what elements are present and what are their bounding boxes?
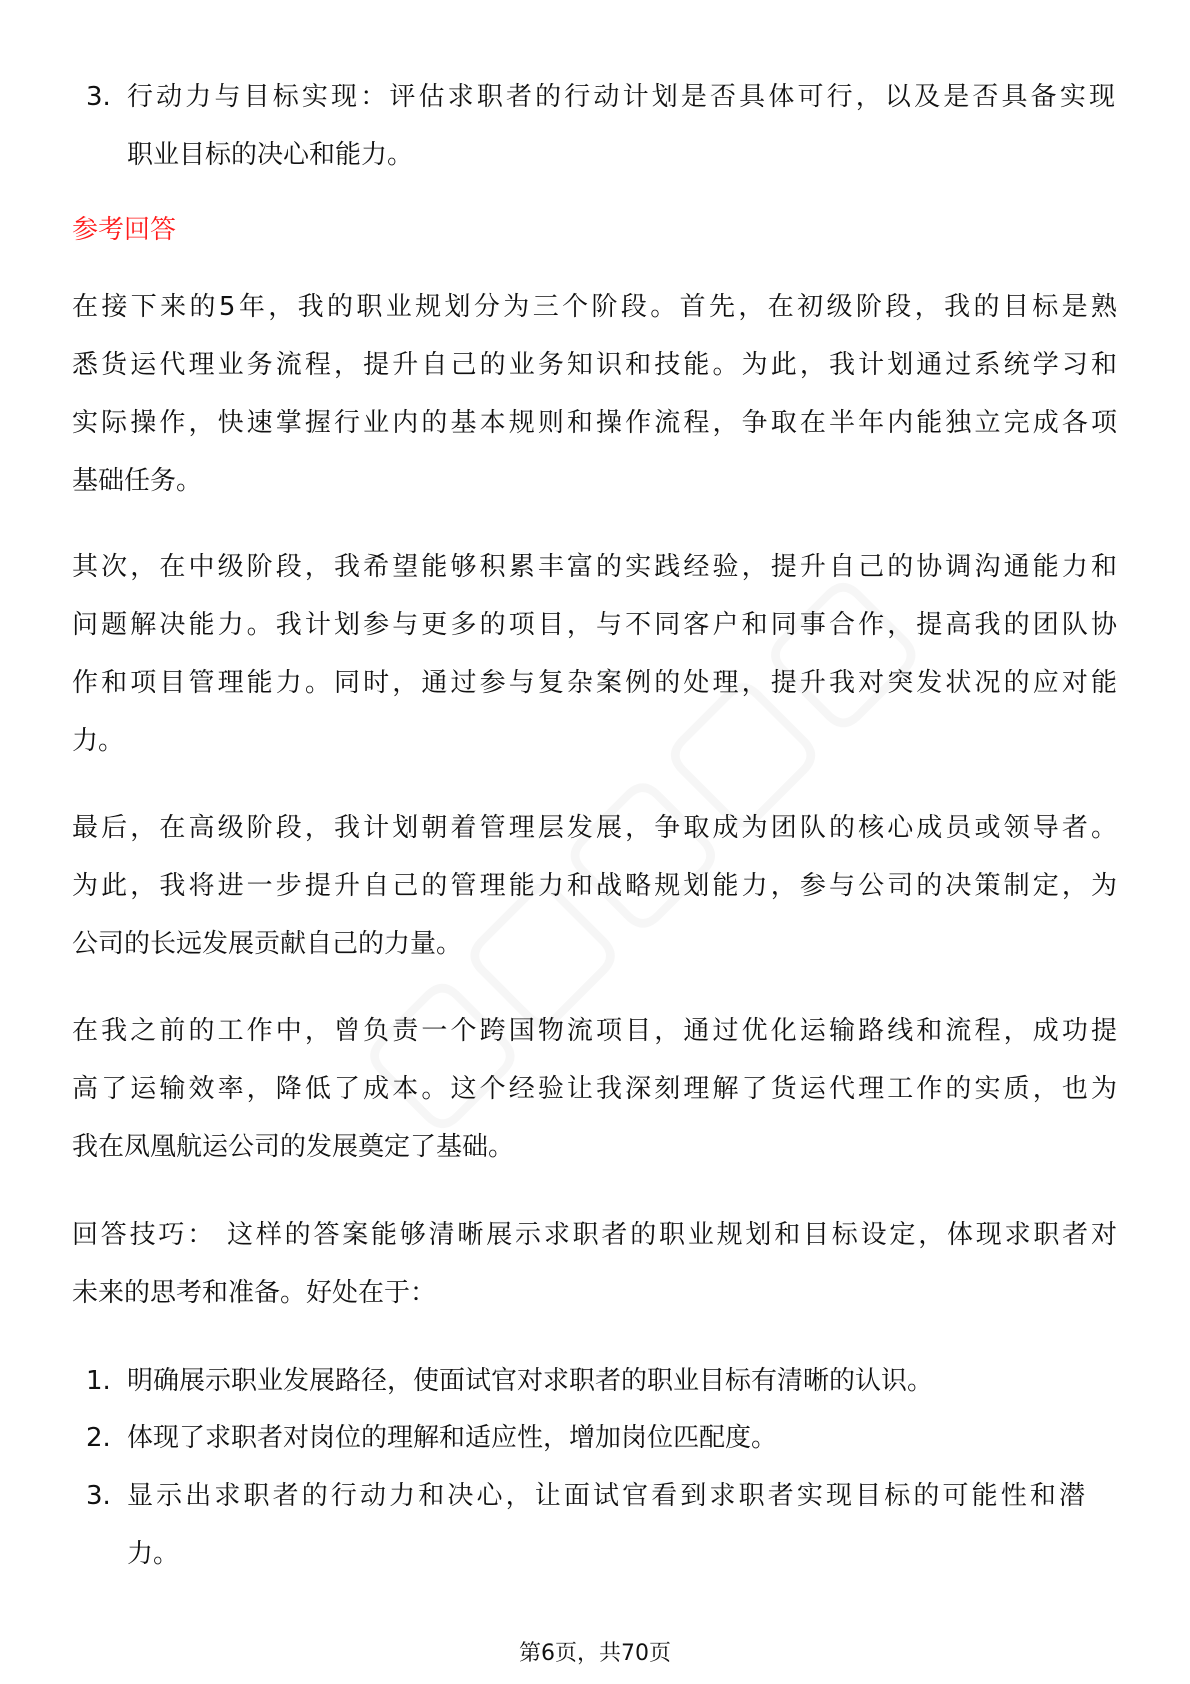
paragraph-line: 最后，在高级阶段，我计划朝着管理层发展，争取成为团队的核心成员或领导者。	[72, 813, 1117, 843]
list-item-text: 行动力与目标实现：评估求职者的行动计划是否具体可行，以及是否具备实现	[127, 82, 1115, 112]
list-item-text: 力。	[127, 1539, 180, 1569]
list-number: 1.	[86, 1366, 111, 1396]
paragraph-line: 基础任务。	[72, 466, 203, 496]
list-item-text: 明确展示职业发展路径，使面试官对求职者的职业目标有清晰的认识。	[127, 1366, 934, 1396]
list-number: 2.	[86, 1423, 111, 1453]
paragraph-line: 悉货运代理业务流程，提升自己的业务知识和技能。为此，我计划通过系统学习和	[72, 350, 1117, 380]
paragraph-line: 在接下来的5年，我的职业规划分为三个阶段。首先，在初级阶段，我的目标是熟	[72, 292, 1117, 322]
paragraph-line: 我在凤凰航运公司的发展奠定了基础。	[72, 1132, 515, 1162]
paragraph-line: 为此，我将进一步提升自己的管理能力和战略规划能力，参与公司的决策制定，为	[72, 871, 1117, 901]
paragraph-line: 实际操作，快速掌握行业内的基本规则和操作流程，争取在半年内能独立完成各项	[72, 408, 1117, 438]
paragraph-line: 作和项目管理能力。同时，通过参与复杂案例的处理，提升我对突发状况的应对能	[72, 668, 1117, 698]
paragraph-line: 公司的长远发展贡献自己的力量。	[72, 929, 463, 959]
list-item-text: 体现了求职者对岗位的理解和适应性，增加岗位匹配度。	[127, 1423, 778, 1453]
list-item-text: 显示出求职者的行动力和决心，让面试官看到求职者实现目标的可能性和潜	[127, 1481, 1085, 1511]
list-item-text: 职业目标的决心和能力。	[127, 140, 414, 170]
list-number: 3.	[86, 82, 111, 112]
paragraph-line: 力。	[72, 726, 125, 756]
section-heading: 参考回答	[72, 215, 177, 245]
page-footer: 第6页，共70页	[519, 1641, 671, 1666]
list-number: 3.	[86, 1481, 111, 1511]
paragraph-line: 高了运输效率，降低了成本。这个经验让我深刻理解了货运代理工作的实质，也为	[72, 1074, 1117, 1104]
paragraph-line: 未来的思考和准备。好处在于：	[72, 1278, 437, 1308]
paragraph-line: 在我之前的工作中，曾负责一个跨国物流项目，通过优化运输路线和流程，成功提	[72, 1016, 1117, 1046]
paragraph-line: 回答技巧： 这样的答案能够清晰展示求职者的职业规划和目标设定，体现求职者对	[72, 1220, 1117, 1250]
paragraph-line: 其次，在中级阶段，我希望能够积累丰富的实践经验，提升自己的协调沟通能力和	[72, 552, 1117, 582]
paragraph-line: 问题解决能力。我计划参与更多的项目，与不同客户和同事合作，提高我的团队协	[72, 610, 1117, 640]
